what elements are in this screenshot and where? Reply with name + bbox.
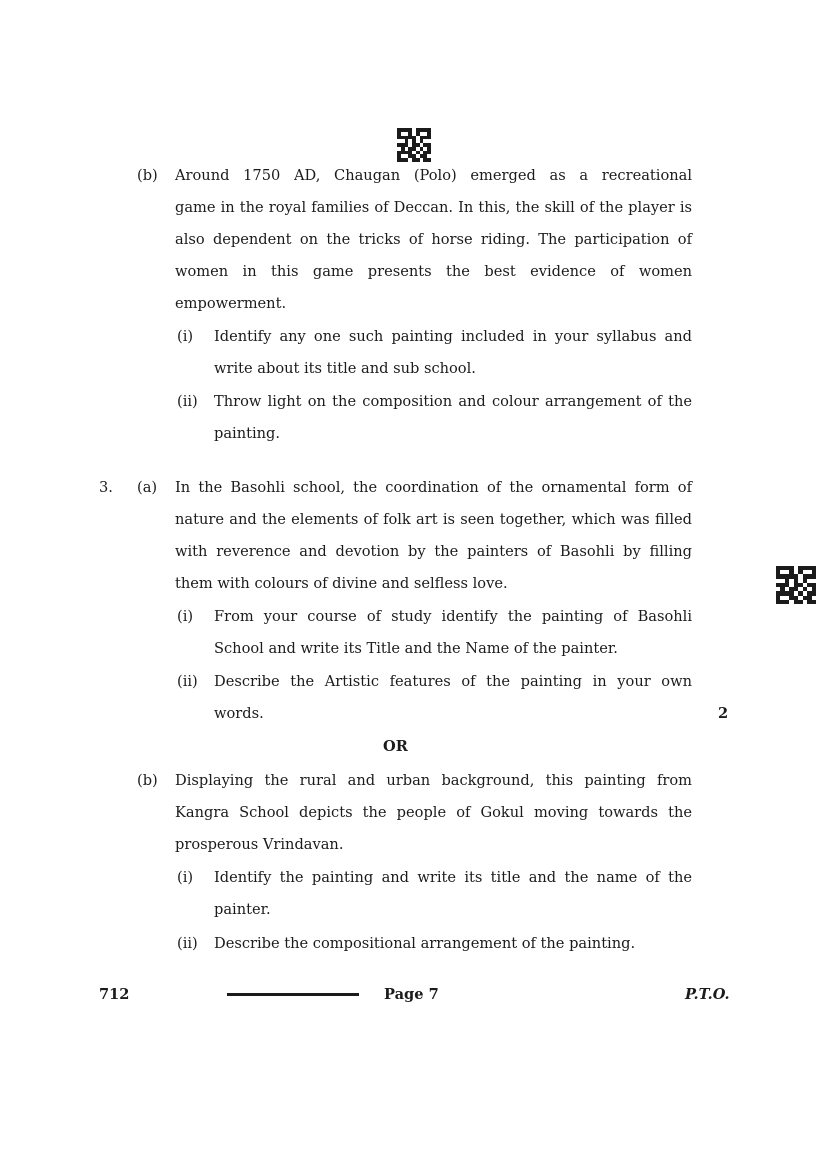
question-label: (b) [137,167,158,184]
or-separator: OR [383,738,408,755]
sub-question-line: Describe the compositional arrangement of the painting. [214,935,636,952]
footer-divider [227,993,359,996]
sub-question-line: words. [214,705,264,722]
sub-question-label: (ii) [177,673,198,690]
paragraph-line: nature and the elements of folk art is seen together, which was filled [175,511,692,528]
paragraph-line: also dependent on the tricks of horse riding. The participation of [175,231,692,248]
paragraph-line: game in the royal families of Deccan. In this, the skill of the player is [175,199,692,216]
sub-question-line: Identify any one such painting included in your syllabus and [214,328,692,345]
sub-question-label: (ii) [177,935,198,952]
sub-question-line: write about its title and sub school. [214,360,476,377]
question-label: (a) [137,479,158,496]
paragraph-line: with reverence and devotion by the painters of Basohli by filling [175,543,692,560]
paragraph-line: women in this game presents the best evidence of women [175,263,692,280]
question-label: (b) [137,772,158,789]
page-number: Page 7 [384,986,439,1003]
sub-question-label: (i) [177,608,194,625]
qr-code-icon [776,566,816,604]
sub-question-line: From your course of study identify the painting of Basohli [214,608,692,625]
sub-question-line: School and write its Title and the Name of the painter. [214,640,618,657]
sub-question-line: painter. [214,901,271,918]
paragraph-line: them with colours of divine and selfless love. [175,575,508,592]
paragraph-line: Displaying the rural and urban background, this painting from [175,772,692,789]
marks: 2 [718,705,729,722]
sub-question-line: Throw light on the composition and colour arrangement of the [214,393,692,410]
qr-code-icon [397,128,431,162]
paragraph-line: Kangra School depicts the people of Gokul moving towards the [175,804,692,821]
sub-question-label: (i) [177,869,194,886]
sub-question-line: Describe the Artistic features of the painting in your own [214,673,692,690]
question-number: 3. [99,479,113,496]
sub-question-line: painting. [214,425,281,442]
sub-question-line: Identify the painting and write its title and the name of the [214,869,692,886]
sub-question-label: (ii) [177,393,198,410]
pto-label: P.T.O. [685,986,730,1003]
paper-code: 712 [99,986,130,1003]
paragraph-line: prosperous Vrindavan. [175,836,344,853]
sub-question-label: (i) [177,328,194,345]
paragraph-line: In the Basohli school, the coordination of the ornamental form of [175,479,692,496]
paragraph-line: Around 1750 AD, Chaugan (Polo) emerged as a recreational [175,167,692,184]
paragraph-line: empowerment. [175,295,287,312]
